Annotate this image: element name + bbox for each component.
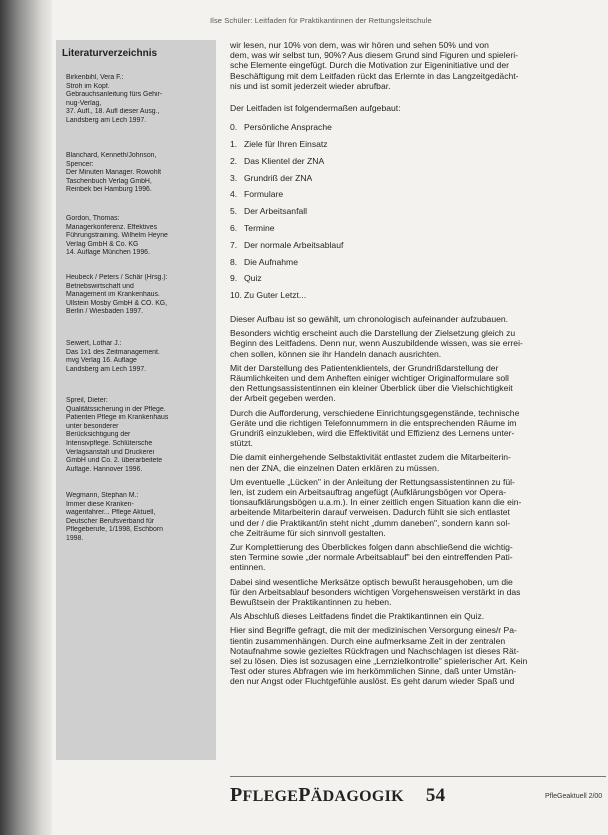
reference-line: Verlagsanstalt und Druckerei (66, 448, 155, 456)
list-item-label: Persönliche Ansprache (244, 122, 332, 133)
reference-line: mvg Verlag 16. Auflage (66, 357, 137, 365)
reference-line: Der Minuten Manager. Rowohlt (66, 169, 161, 177)
reference-line: Betriebswirtschaft und (66, 282, 134, 290)
brand-word-2: ÄDAGOGIK (310, 788, 404, 805)
text-line: nen der ZNA, die einzelnen Daten erklären zu müssen. (230, 462, 440, 473)
text-line: den Rettungsassistentinnen ein kleiner Überblick über die Vielschichtigkeit (230, 383, 513, 394)
reference-line: Seiwert, Lothar J.: (66, 340, 122, 347)
reference-line: 14. Auflage München 1996. (66, 249, 150, 257)
reference-line: Berücksichtigung der (66, 431, 131, 439)
text-line: Beschäftigung mit dem Leitfaden rückt das Erlernte in das Langzeitgedächt- (230, 70, 519, 81)
list-item-label: Termine (244, 223, 275, 233)
text-line: Um eventuelle „Lücken" in der Anleitung der Rettungsassistentinnen zu fül- (230, 476, 515, 487)
text-line: len, ist zudem ein Arbeitsauftrag angefügt (Aufklärungsbögen vor Opera- (230, 487, 507, 498)
text-line: Geräte und die richtigen Telefonnummern in die entsprechenden Räume im (230, 417, 517, 428)
body-paragraph (230, 611, 606, 621)
text-line: für den Arbeitsablauf besonders wichtigen Vorgehensweisen verstärkt in das (230, 586, 521, 597)
list-item-label: Ziele für Ihren Einsatz (244, 139, 328, 150)
list-item (230, 203, 606, 220)
page-number: 54 (425, 785, 446, 806)
text-line: che Zeiträume für sich sinnvoll gestalten. (230, 527, 386, 538)
text-line: Räumlichkeiten und dem Anheften einiger wichtiger Originalformulare soll (230, 373, 509, 383)
text-line: sten Termine sowie „der normale Arbeitsablauf" bei den eintreffenden Pati- (230, 552, 513, 563)
reference-line: Heubeck / Peters / Schär (Hrsg.): (66, 274, 168, 281)
reference-line: Birkenbihl, Vera F.: (66, 74, 124, 81)
reference-line: Das 1x1 des Zeitmanagement. (66, 348, 160, 356)
list-item-label: Grundriß der ZNA (244, 172, 313, 183)
reference-entry (66, 397, 214, 474)
text-line: Grundriß einzukleben, wird die Effektivität und Effizienz des Lernens unter- (230, 428, 515, 439)
brand-word-1: FLEGE (242, 788, 299, 805)
list-item-number: 7. (230, 239, 238, 250)
list-item (230, 186, 606, 203)
reference-line: Ullstein Mosby GmbH & CO. KG, (66, 299, 168, 307)
list-item (230, 270, 606, 287)
reference-line: 37. Aufl., 18. Aufl dieser Ausg., (66, 108, 160, 116)
text-line: den nur Angst oder Fluchtgefühle auslöst. Es geht darum wieder Spaß und (230, 676, 515, 687)
book-spine-shadow (0, 0, 52, 835)
text-line: Zur Komplettierung des Überblickes folgen dann abschließend die wichtig- (230, 542, 513, 553)
list-item-number: 9. (230, 273, 238, 284)
text-line: Notaufnahme sowie gezieltes Rückfragen und Nachschlagen ist dieses Rät- (230, 645, 520, 656)
list-item (230, 254, 606, 271)
text-line: Dieser Aufbau ist so gewählt, um chronologisch aufeinander aufzubauen. (230, 313, 509, 324)
intro-paragraph (230, 40, 606, 91)
reference-line: Gebrauchsanleitung fürs Gehir- (66, 91, 163, 99)
text-line: Bewußtsein der Praktikantinnen zu heben. (230, 597, 392, 608)
text-line: Dabei sind wesentliche Merksätze optisch bewußt herausgehoben, um die (230, 576, 513, 587)
text-line: Besonders wichtig erscheint auch die Darstellung der Zielsetzung gleich zu (230, 328, 516, 339)
list-item-number: 5. (230, 206, 238, 217)
text-line: entinnen. (230, 562, 266, 573)
reference-entry (66, 274, 214, 317)
reference-line: Landsberg am Lech 1997. (66, 365, 147, 373)
list-title: Der Leitfaden ist folgendermaßen aufgebaut: (230, 103, 401, 114)
reference-entry (66, 492, 214, 544)
issue-label: PfleGeaktuell 2/00 (545, 793, 603, 800)
reference-line: Intensivpflege. Schlütersche (66, 439, 153, 447)
reference-line: Qualitätssicherung in der Pflege. (66, 405, 166, 413)
reference-line: Blanchard, Kenneth/Johnson, (66, 152, 157, 159)
list-item-label: Formulare (244, 189, 284, 200)
text-line: nis und ist somit jederzeit wieder abrufbar. (230, 80, 391, 91)
list-item-label: Das Klientel der ZNA (244, 155, 325, 166)
running-header: Ilse Schüler: Leitfaden für Praktikantinnen der Rettungsleitschule (210, 16, 432, 25)
reference-line: Führungstraining. Wilhelm Heyne (66, 232, 168, 240)
text-line: Als Abschluß dieses Leitfadens findet die Praktikantinnen ein Quiz. (230, 611, 485, 622)
reference-line: wagenfahrer... Pflege Aktuell, (66, 509, 156, 517)
list-item-number: 6. (230, 223, 238, 233)
reference-line: nug-Verlag, (66, 99, 102, 107)
reference-line: Auflage. Hannover 1996. (66, 465, 143, 473)
body-paragraphs (230, 314, 606, 687)
text-line: chen sollen, können sie ihr Handeln danach ausrichten. (230, 348, 442, 359)
reference-line: Reinbek bei Hamburg 1996. (66, 186, 152, 194)
text-line: Beginn des Leitfadens. Denn nur, wenn Auszubildende wissen, was sie errei- (230, 338, 523, 349)
list-item (230, 136, 606, 153)
reference-line: Patienten Pflege im Krankenhaus (66, 414, 169, 422)
brand-initial-1: P (230, 784, 243, 806)
list-item-number: 2. (230, 155, 238, 166)
structure-list (230, 119, 606, 304)
list-item-label: Quiz (244, 273, 262, 284)
list-item (230, 237, 606, 254)
reference-line: Management im Krankenhaus. (66, 291, 160, 299)
body-paragraph (230, 314, 606, 324)
text-line: wir lesen, nur 10% von dem, was wir hören und sehen 50% und von (230, 40, 489, 50)
list-item (230, 220, 606, 237)
reference-line: GmbH und Co. 2. überarbeitete (66, 457, 163, 465)
list-item-label: Der normale Arbeitsablauf (244, 239, 344, 250)
reference-line: Spreil, Dieter: (66, 397, 108, 404)
list-item (230, 170, 606, 187)
list-item-label: Die Aufnahme (244, 256, 298, 267)
reference-line: Immer diese Kranken- (66, 500, 134, 508)
list-item-label: Zu Guter Letzt... (244, 290, 307, 301)
reference-entry (66, 215, 214, 258)
text-line: arbeitende Mitarbeiterin darauf verweisen. Dadurch fühlt sie sich entlastet (230, 507, 510, 518)
reference-line: unter besonderer (66, 422, 119, 430)
reference-entry (66, 152, 214, 195)
reference-line: Wegmann, Stephan M.: (66, 492, 139, 499)
list-item-number: 1. (230, 139, 238, 150)
main-column (230, 40, 606, 691)
list-item-number: 0. (230, 122, 238, 133)
text-line: sche Elemente eingefügt. Durch die Motivation zur Eigeninitiative und der (230, 60, 509, 71)
body-paragraph (230, 477, 606, 538)
text-line: tionsaufklärungsbögen u.a.m.). In einer zeitlich engen Situation kann die ein- (230, 497, 522, 508)
text-line: tientin zusammenhängen. Durch eine aufmerksame Zeit in der zentralen (230, 635, 506, 646)
footer-rule (230, 776, 606, 777)
reference-line: Deutscher Berufsverband für (66, 517, 155, 525)
brand-initial-2: P (298, 784, 311, 806)
text-line: Mit der Darstellung des Patientenklientels, der Grundrißdarstellung der (230, 362, 499, 373)
body-paragraph (230, 408, 606, 449)
body-paragraph (230, 363, 606, 404)
reference-line: Pflegeberufe, 1/1998, Eschborn (66, 526, 163, 534)
reference-line: Spencer: (66, 160, 94, 168)
reference-line: Verlag GmbH & Co. KG (66, 240, 139, 248)
list-item (230, 287, 606, 304)
reference-entry (66, 340, 214, 374)
text-line: der Arbeit gegeben werden. (230, 393, 336, 404)
body-paragraph (230, 328, 606, 359)
list-item (230, 119, 606, 136)
text-line: Hier sind Begriffe gefragt, die mit der medizinischen Versorgung eines/r Pa- (230, 625, 517, 636)
text-line: stützt. (230, 438, 253, 449)
reference-line: Taschenbuch Verlag GmbH, (66, 177, 152, 185)
journal-brand (230, 784, 445, 807)
list-item-number: 3. (230, 172, 238, 183)
text-line: Durch die Aufforderung, verschiedene Einrichtungsgegenstände, technische (230, 407, 520, 418)
text-line: und der / die Praktikant/in steht nicht „dumm daneben", sondern kann sol- (230, 517, 511, 528)
text-line: dem, was wir selbst tun, 90%? Aus diesem Grund sind Figuren und spieleri- (230, 50, 519, 61)
reference-line: Managerkonferenz. Effektives (66, 223, 158, 231)
text-line: sel zu lösen. Dies ist sozusagen eine „Lernzielkontrolle" spielerischer Art. Kein (230, 656, 528, 667)
list-item-label: Der Arbeitsanfall (244, 206, 308, 217)
reference-line: Landsberg am Lech 1997. (66, 116, 147, 124)
list-item (230, 153, 606, 170)
list-item-number: 10. (230, 290, 242, 301)
text-line: Test oder stures Abfragen wie im herkömmlichen Sinne, daß unter Umstän- (230, 666, 517, 677)
reference-entry (66, 74, 214, 126)
body-paragraph (230, 577, 606, 608)
list-item-number: 8. (230, 256, 238, 267)
reference-line: Gordon, Thomas: (66, 215, 120, 222)
body-paragraph (230, 625, 606, 686)
reference-line: Berlin / Wiesbaden 1997. (66, 308, 143, 316)
body-paragraph (230, 542, 606, 573)
sidebar-title: Literaturverzeichnis (62, 48, 158, 59)
text-line: Die damit einhergehende Selbstaktivität entlastet zudem die Mitarbeiterin- (230, 452, 511, 463)
body-paragraph (230, 452, 606, 472)
reference-line: Stroh im Kopf. (66, 82, 110, 90)
list-item-number: 4. (230, 189, 238, 200)
reference-line: 1998. (66, 534, 84, 542)
